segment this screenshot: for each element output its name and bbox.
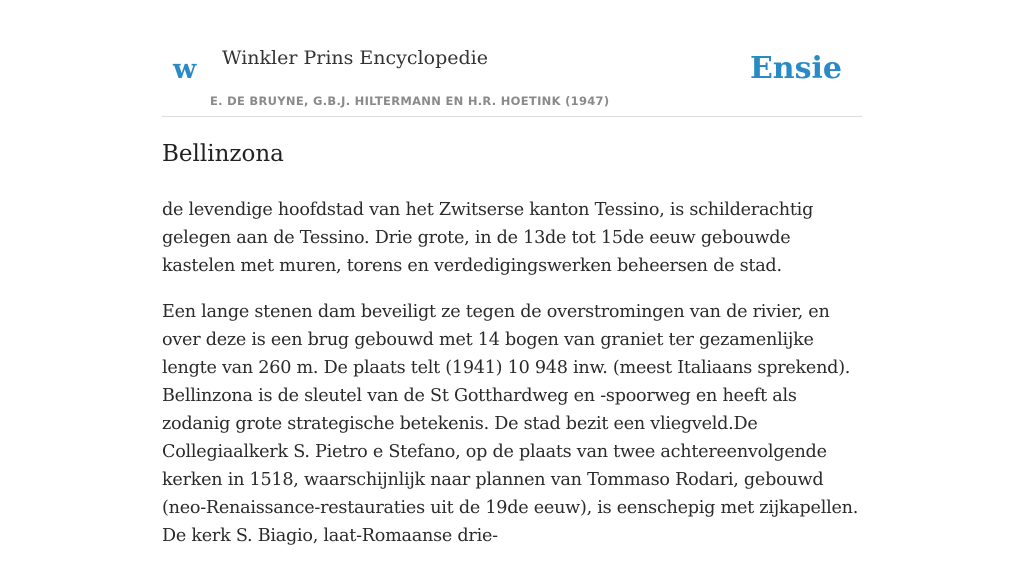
article-title: Bellinzona [162, 141, 284, 167]
article-paragraph: de levendige hoofdstad van het Zwitserse kanton Tessino, is schilderachtig gelegen aan de Tessino. Drie grote, in de 13de tot 15de eeuw gebouwde kastelen met muren, torens en verdedigingswerken beheersen de stad. [162, 200, 814, 276]
source-title: Winkler Prins Encyclopedie [222, 47, 488, 69]
article-paragraph: Een lange stenen dam beveiligt ze tegen de overstromingen van de rivier, en over deze is een brug gebouwd met 14 bogen van graniet ter gezamenlijke lengte van 260 m. De plaats telt (1941) 10 948 inw. (meest Italiaans sprekend). Bellinzona is de sleutel van de St Gotthardweg en -spoorweg en heeft als zodanig grote strategische betekenis. De stad bezit een vliegveld.De Collegiaalkerk S. Pietro e Stefano, op de plaats van twee achtereenvolgende kerken in 1518, waarschijnlijk naar plannen van Tommaso Rodari, gebouwd (neo-Renaissance-restauraties uit de 19de eeuw), is eenschepig met zijkapellen. De kerk S. Biagio, laat-Romaanse drie- [162, 302, 859, 546]
site-header [162, 0, 862, 117]
winkler-prins-logo[interactable]: w [173, 54, 197, 85]
ensie-logo-link[interactable]: Ensie [749, 51, 842, 86]
article [162, 138, 862, 568]
source-authors: E. DE BRUYNE, G.B.J. HILTERMANN EN H.R. HOETINK (1947) [210, 94, 610, 108]
